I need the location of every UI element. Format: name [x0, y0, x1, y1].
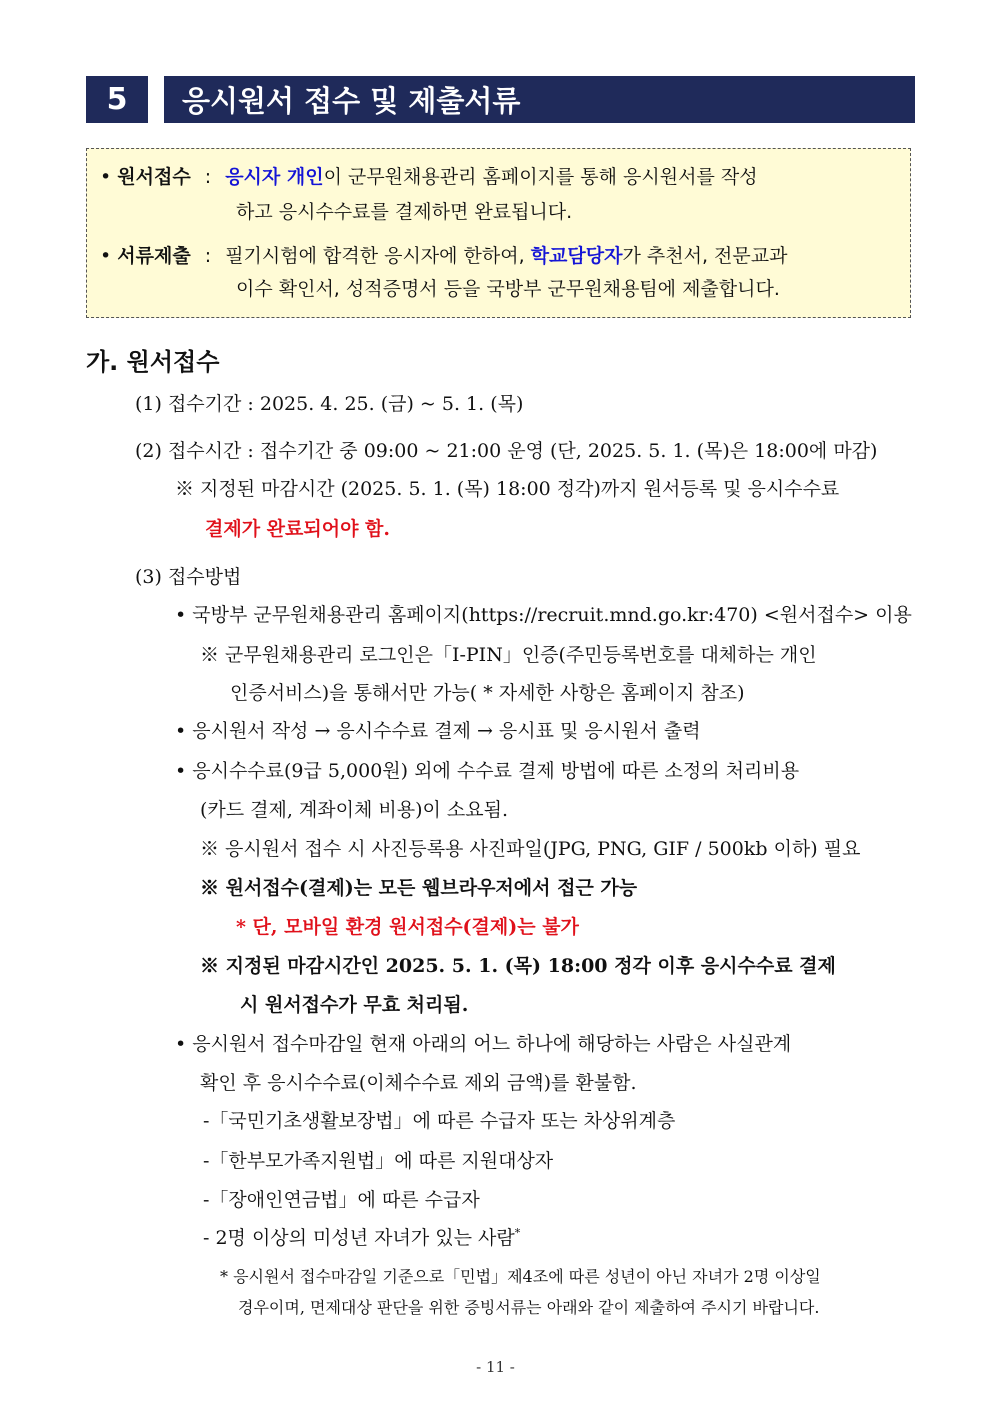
summary-label: 서류제출 — [117, 245, 191, 267]
subsection-title: 가. 원서접수 — [86, 348, 220, 376]
photo-note: ※ 응시원서 접수 시 사진등록용 사진파일(JPG, PNG, GIF / 500kb 이하) 필요 — [200, 838, 861, 860]
refund-bullet: • 응시원서 접수마감일 현재 아래의 어느 하나에 해당하는 사람은 사실관계 — [175, 1033, 792, 1055]
refund-item-text: - 2명 이상의 미성년 자녀가 있는 사람 — [203, 1227, 515, 1249]
footnote-cont: 경우이며, 면제대상 판단을 위한 증빙서류는 아래와 같이 제출하여 주시기 바랍니다. — [238, 1298, 820, 1317]
method-bullet-fee-cont: (카드 결제, 계좌이체 비용)이 소요됨. — [200, 799, 509, 821]
refund-bullet-cont: 확인 후 응시수수료(이체수수료 제외 금액)를 환불함. — [200, 1072, 637, 1094]
section-title-bar: 응시원서 접수 및 제출서류 — [164, 76, 915, 123]
summary-item-documents — [100, 241, 787, 268]
deadline-note-red: 결제가 완료되어야 함. — [205, 518, 391, 540]
summary-text: 가 추천서, 전문교과 — [622, 245, 788, 267]
summary-text: 이 군무원채용관리 홈페이지를 통해 응시원서를 작성 — [323, 166, 758, 188]
refund-item: -「한부모가족지원법」에 따른 지원대상자 — [203, 1150, 554, 1172]
deadline-note: ※ 지정된 마감시간 (2025. 5. 1. (목) 18:00 정각)까지 원서등록 및 응시수수료 — [175, 478, 840, 500]
method-heading: (3) 접수방법 — [135, 566, 242, 588]
summary-item-documents-cont: 이수 확인서, 성적증명서 등을 국방부 군무원채용팀에 제출합니다. — [236, 278, 780, 300]
method-bullet-website: • 국방부 군무원채용관리 홈페이지(https://recruit.mnd.go.kr:470) <원서접수> 이용 — [175, 604, 912, 626]
summary-label: 원서접수 — [117, 166, 191, 188]
footnote: * 응시원서 접수마감일 기준으로「민법」제4조에 따른 성년이 아닌 자녀가 2명 이상일 — [220, 1267, 821, 1286]
summary-text: 필기시험에 합격한 응시자에 한하여, — [225, 245, 531, 267]
refund-item: -「장애인연금법」에 따른 수급자 — [203, 1189, 480, 1211]
hours-line: (2) 접수시간 : 접수기간 중 09:00 ~ 21:00 운영 (단, 2025. 5. 1. (목)은 18:00에 마감) — [135, 440, 878, 462]
summary-colon: : — [204, 245, 212, 267]
refund-item — [203, 1223, 520, 1250]
footnote-marker: * — [514, 1226, 521, 1240]
browser-note: ※ 원서접수(결제)는 모든 웹브라우저에서 접근 가능 — [200, 877, 638, 899]
bullet: • — [100, 166, 112, 188]
summary-highlight: 응시자 개인 — [225, 166, 324, 188]
ipin-note-cont: 인증서비스)을 통해서만 가능( * 자세한 사항은 홈페이지 참조) — [230, 682, 745, 704]
invalid-note: ※ 지정된 마감시간인 2025. 5. 1. (목) 18:00 정각 이후 응시수수료 결제 — [200, 955, 836, 977]
method-bullet-steps: • 응시원서 작성 → 응시수수료 결제 → 응시표 및 응시원서 출력 — [175, 720, 701, 742]
invalid-note-cont: 시 원서접수가 무효 처리됨. — [240, 994, 469, 1016]
method-bullet-fee: • 응시수수료(9급 5,000원) 외에 수수료 결제 방법에 따른 소정의 처리비용 — [175, 760, 800, 782]
summary-item-application-cont: 하고 응시수수료를 결제하면 완료됩니다. — [236, 201, 573, 223]
section-number: 5 — [86, 76, 148, 123]
mobile-note-red: * 단, 모바일 환경 원서접수(결제)는 불가 — [236, 916, 579, 938]
summary-highlight: 학교담당자 — [530, 245, 623, 267]
summary-item-application — [100, 162, 758, 189]
summary-colon: : — [204, 166, 212, 188]
period-line: (1) 접수기간 : 2025. 4. 25. (금) ~ 5. 1. (목) — [135, 393, 524, 415]
bullet: • — [100, 245, 112, 267]
refund-item: -「국민기초생활보장법」에 따른 수급자 또는 차상위계층 — [203, 1110, 676, 1132]
ipin-note: ※ 군무원채용관리 로그인은「I-PIN」인증(주민등록번호를 대체하는 개인 — [200, 644, 817, 666]
page-number: - 11 - — [476, 1358, 515, 1376]
